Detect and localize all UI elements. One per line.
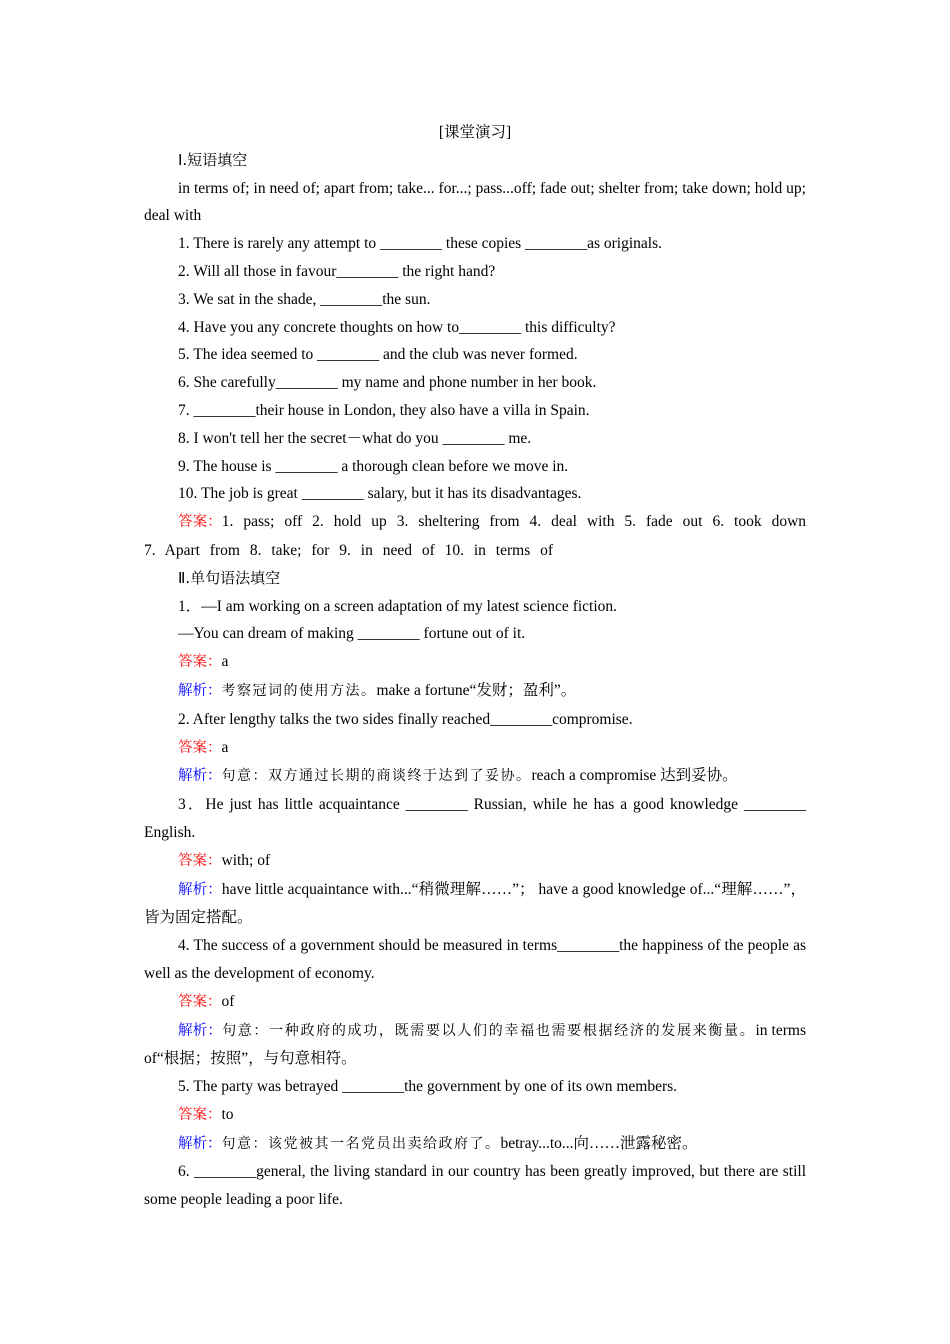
page-title: [课堂演习] [438,124,512,141]
answer-value: to [221,1105,234,1123]
word-bank: in terms of; in need of; apart from; take... for...; pass...off; fade out; shelter from; take down; hold up; deal with [144,179,806,225]
question-4: 4. Have you any concrete thoughts on how to________ this difficulty? [178,318,616,336]
analysis-text: make a fortune“发财；盈利”。 [376,681,577,699]
answer-value: of [221,992,235,1010]
item-3-answer [144,847,806,876]
analysis-text: have little acquaintance with...“稍微理解……”； have a good knowledge of...“理解……”，皆为固定搭配。 [144,880,807,927]
answer-value: a [221,738,229,756]
question-2: 2. Will all those in favour________ the right hand? [178,262,496,280]
answer-label: 答案： [178,852,222,869]
analysis-text: in terms of“根据；按照”，与句意相符。 [144,1021,806,1068]
question-9: 9. The house is ________ a thorough clean before we move in. [178,457,569,475]
answer-label: 答案： [178,1106,222,1123]
answer-value: a [221,653,229,671]
question-7: 7. ________their house in London, they also have a villa in Spain. [178,401,590,419]
analysis-label: 解析： [178,881,222,898]
item-4-analysis [144,1017,806,1074]
item-2-line-1: 2. After lengthy talks the two sides finally reached________compromise. [178,710,633,728]
item-5-analysis [144,1130,806,1159]
item-1-line-1: 1．—I am working on a screen adaptation of my latest science fiction. [178,597,618,615]
question-1: 1. There is rarely any attempt to ________ these copies ________as originals. [178,235,662,253]
analysis-cjk: 句意：该党被其一名党员出卖给政府了。 [221,1135,501,1152]
analysis-text: betray...to...向……泄露秘密。 [500,1134,698,1152]
item-1-analysis [144,677,806,706]
answer-label: 答案： [178,993,222,1010]
item-5-line-1: 5. The party was betrayed ________the government by one of its own members. [178,1078,678,1096]
analysis-label: 解析： [178,682,222,699]
item-6-line-1: 6. ________general, the living standard in our country has been greatly improved, but there are still some people leading a poor life. [144,1163,806,1209]
analysis-cjk: 句意：双方通过长期的商谈终于达到了妥协。 [221,768,532,785]
document-content [144,119,806,1214]
item-4-line-1: 4. The success of a government should be measured in terms________the happiness of the people as well as the development of economy. [144,937,806,982]
section-2-heading: Ⅱ.单句语法填空 [178,568,281,587]
item-3-analysis [144,876,806,933]
question-10: 10. The job is great ________ salary, but it has its disadvantages. [178,485,582,503]
analysis-label: 解析： [178,1135,222,1152]
answer-label: 答案： [178,514,222,531]
analysis-label: 解析： [178,768,222,785]
item-5-answer [144,1101,806,1130]
answer-value: with; of [221,851,271,869]
analysis-label: 解析： [178,1022,223,1039]
answer-label: 答案： [178,654,222,671]
item-1-line-2: —You can dream of making ________ fortune out of it. [178,625,526,643]
item-2-answer [144,734,806,763]
question-3: 3. We sat in the shade, ________the sun. [178,290,431,308]
answer-label: 答案： [178,739,222,756]
section-1-answers [144,508,806,565]
item-2-analysis [144,762,806,791]
question-8: 8. I won't tell her the secret－what do you ________ me. [178,429,532,447]
question-5: 5. The idea seemed to ________ and the club was never formed. [178,346,578,364]
answer-text: 1. pass; off 2. hold up 3. sheltering from 4. deal with 5. fade out 6. took down 7. Apart from 8. take; for 9. in need of 10. in terms of [144,513,807,559]
analysis-cjk: 考察冠词的使用方法。 [221,682,377,699]
analysis-text: reach a compromise 达到妥协。 [531,767,738,785]
section-1-heading: Ⅰ.短语填空 [178,150,248,169]
question-6: 6. She carefully________ my name and phone number in her book. [178,374,597,392]
item-1-answer [144,648,806,677]
item-4-answer [144,988,806,1017]
analysis-cjk: 句意：一种政府的成功，既需要以人们的幸福也需要根据经济的发展来衡量。 [222,1022,756,1039]
item-3-line-1: 3．He just has little acquaintance ________ Russian, while he has a good knowledge ________ English. [144,796,806,841]
